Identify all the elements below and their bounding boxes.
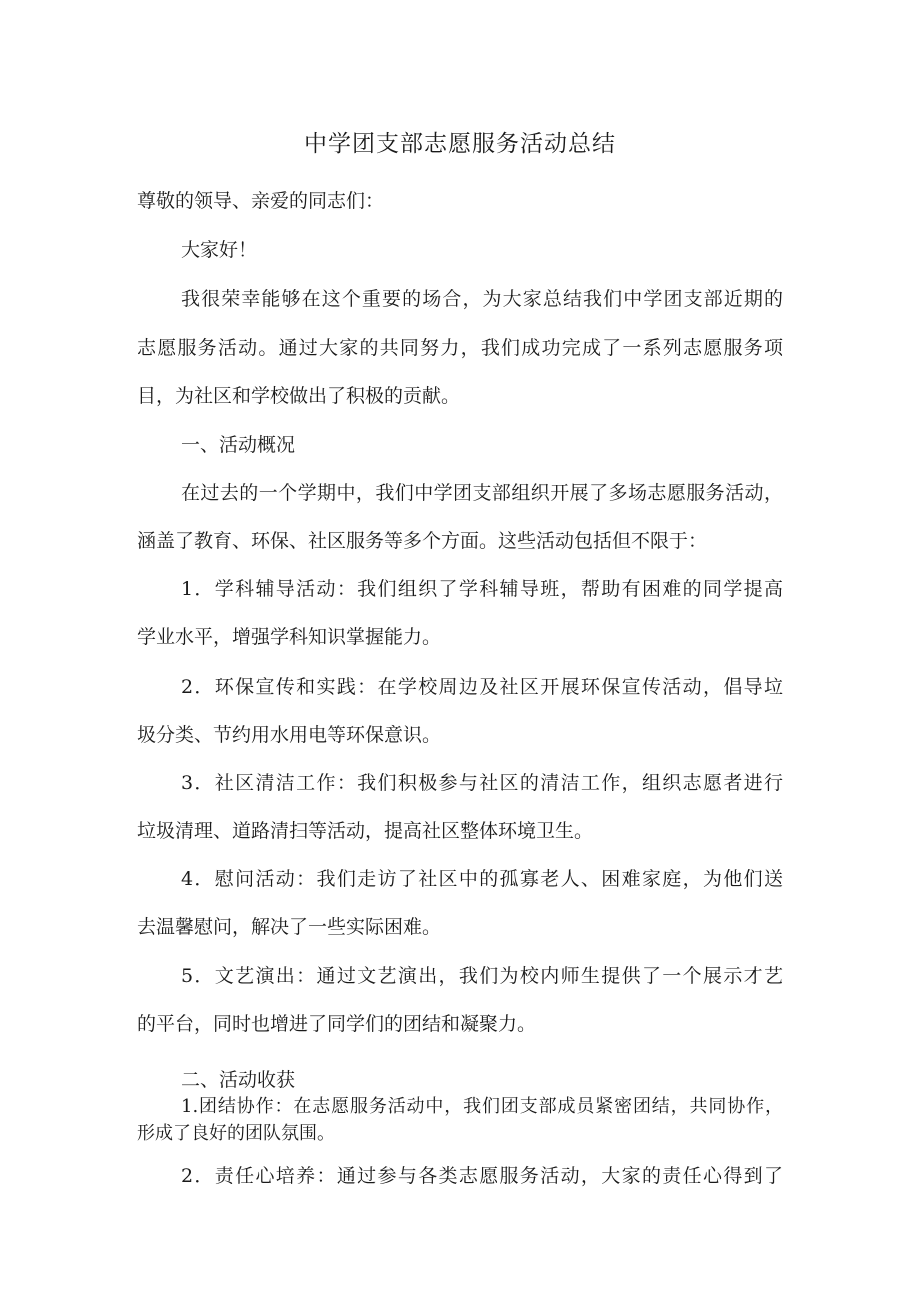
intro-line-2: 志愿服务活动。通过大家的共同努力，我们成功完成了一系列志愿服务项 xyxy=(137,337,783,359)
salutation: 尊敬的领导、亲爱的同志们： xyxy=(137,190,385,212)
greeting: 大家好！ xyxy=(181,239,258,261)
list-item-3-line-2: 垃圾清理、道路清扫等活动，提高社区整体环境卫生。 xyxy=(137,820,594,842)
intro-line-1: 我很荣幸能够在这个重要的场合，为大家总结我们中学团支部近期的 xyxy=(181,288,783,310)
gain-item-1-line-2: 形成了良好的团队氛围。 xyxy=(137,1123,335,1144)
list-item-5-line-2: 的平台，同时也增进了同学们的团结和凝聚力。 xyxy=(137,1013,537,1035)
section1-heading: 一、活动概况 xyxy=(181,434,296,456)
list-item-2-line-2: 圾分类、节约用水用电等环保意识。 xyxy=(137,724,442,746)
section2-heading: 二、活动收获 xyxy=(181,1069,296,1091)
document-title: 中学团支部志愿服务活动总结 xyxy=(304,131,616,157)
list-item-1-line-1: 1．学科辅导活动：我们组织了学科辅导班，帮助有困难的同学提高 xyxy=(181,578,783,600)
gain-item-1-line-1: 1.团结协作：在志愿服务活动中，我们团支部成员紧密团结，共同协作， xyxy=(181,1096,783,1117)
list-item-1-line-2: 学业水平，增强学科知识掌握能力。 xyxy=(137,626,442,648)
list-item-4-line-1: 4．慰问活动：我们走访了社区中的孤寡老人、困难家庭，为他们送 xyxy=(181,868,783,890)
section1-para-line-1: 在过去的一个学期中，我们中学团支部组织开展了多场志愿服务活动， xyxy=(181,482,783,504)
section1-para-line-2: 涵盖了教育、环保、社区服务等多个方面。这些活动包括但不限于： xyxy=(137,530,708,552)
list-item-4-line-2: 去温馨慰问，解决了一些实际困难。 xyxy=(137,916,442,938)
list-item-5-line-1: 5．文艺演出：通过文艺演出，我们为校内师生提供了一个展示才艺 xyxy=(181,965,783,987)
list-item-3-line-1: 3．社区清洁工作：我们积极参与社区的清洁工作，组织志愿者进行 xyxy=(181,772,783,794)
list-item-2-line-1: 2．环保宣传和实践：在学校周边及社区开展环保宣传活动，倡导垃 xyxy=(181,676,783,698)
gain-item-2-line-1: 2．责任心培养：通过参与各类志愿服务活动，大家的责任心得到了 xyxy=(181,1165,783,1187)
intro-line-3: 目，为社区和学校做出了积极的贡献。 xyxy=(137,385,461,407)
